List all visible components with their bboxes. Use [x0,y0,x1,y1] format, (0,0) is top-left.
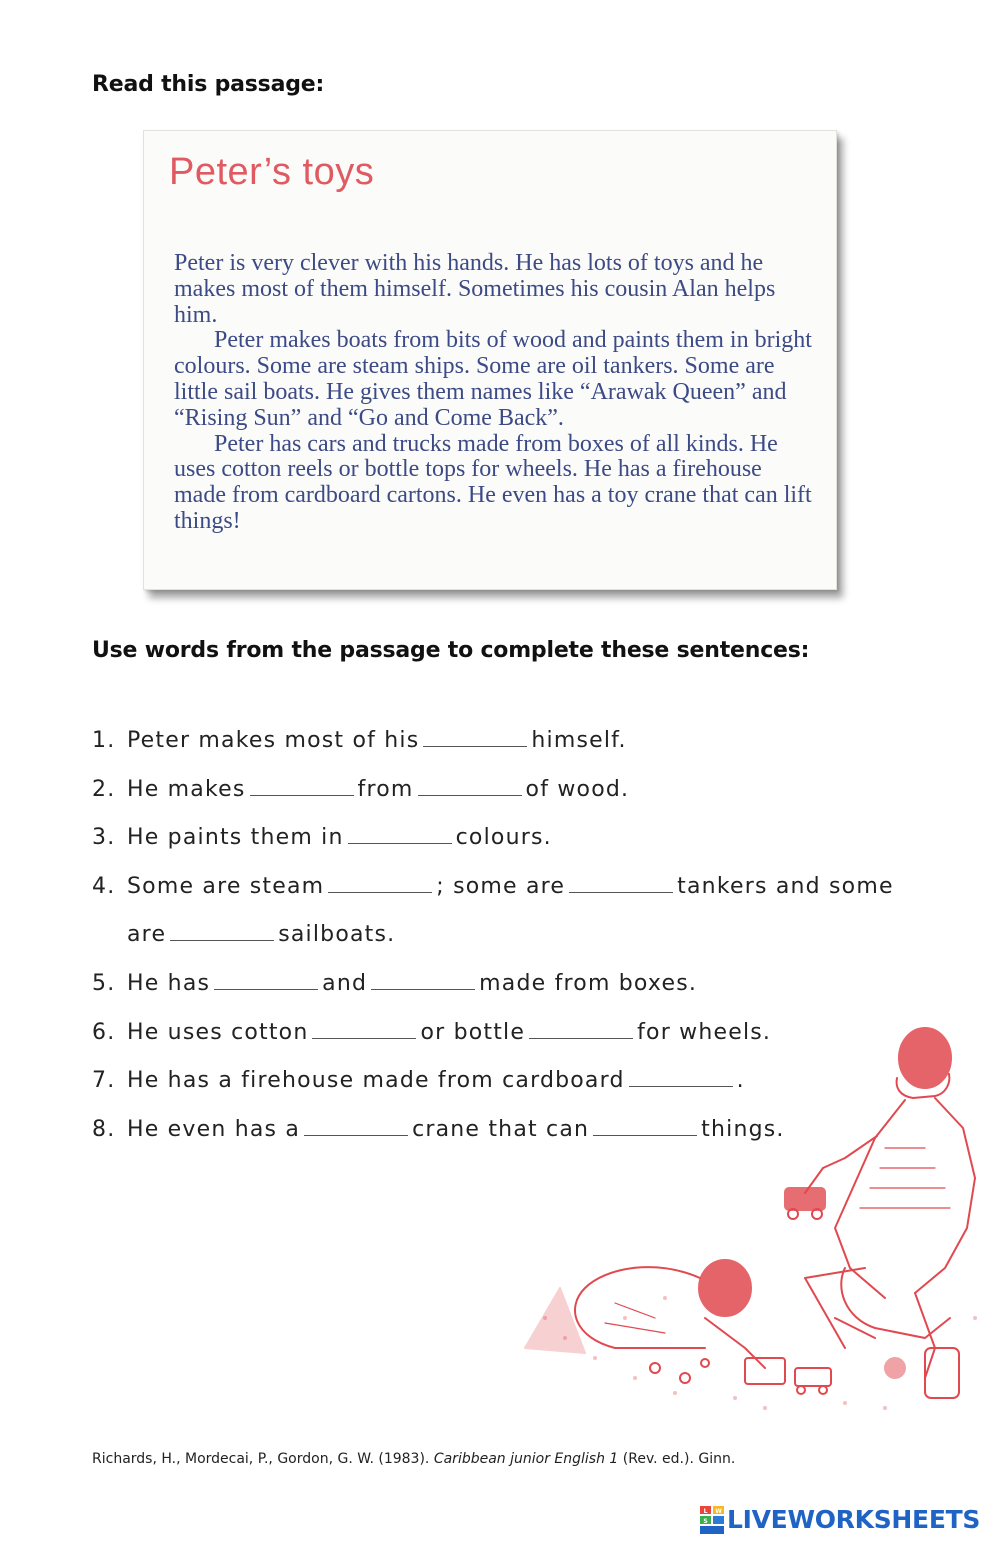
question-segment: or bottle [420,1019,526,1045]
question-number: 8. [92,1116,116,1142]
question-text [127,814,922,863]
question-text [127,766,922,815]
question-text [127,960,922,1009]
question-segment: ; some are [436,873,566,899]
question-segment: Some are steam [127,873,325,899]
question-segment: He has [127,970,211,996]
question-item [92,960,922,1009]
logo-letter: W [715,1507,722,1515]
question-segment: Peter makes most of his [127,728,420,753]
answer-blank[interactable] [214,971,318,990]
question-item [92,717,922,766]
passage-title: Peter’s toys [169,151,375,193]
answer-blank[interactable] [371,971,475,990]
question-number: 7. [92,1068,116,1094]
question-segment: for wheels. [637,1019,772,1045]
brand-name: LIVEWORKSHEETS [727,1505,981,1534]
answer-blank[interactable] [348,825,452,844]
question-segment: . [736,1068,745,1094]
question-number: 1. [92,728,116,753]
citation-edition: (Rev. ed.) [622,1451,690,1467]
question-segment: of wood. [525,776,630,802]
citation-title: Caribbean junior English 1 [433,1451,619,1467]
passage-card [143,130,837,590]
question-segment: sailboats. [278,922,396,948]
answer-blank[interactable] [418,777,522,796]
answer-blank[interactable] [312,1020,416,1039]
question-segment: made from boxes. [479,970,698,996]
answer-blank[interactable] [304,1117,408,1136]
instructions-heading: Use words from the passage to complete these sentences: [92,638,810,663]
question-segment: himself. [531,728,627,753]
question-item [92,863,922,960]
question-number: 6. [92,1019,116,1045]
question-segment: and [322,970,368,996]
read-passage-heading: Read this passage: [92,72,325,97]
question-segment: things. [701,1116,785,1142]
answer-blank[interactable] [328,874,432,893]
question-number: 2. [92,776,116,802]
question-number: 5. [92,970,116,996]
question-segment: He makes [127,776,246,802]
question-segment: He has a firehouse made from cardboard [127,1068,625,1094]
passage-paragraph: Peter has cars and trucks made from boxes of all kinds. He uses cotton reels or bottle tops for wheels. He has a firehouse made from cardboard cartons. He even has a toy crane that can lift things! [174,430,812,534]
answer-blank[interactable] [250,777,354,796]
answer-blank[interactable] [423,728,527,747]
question-item [92,766,922,815]
question-item [92,814,922,863]
logo-letter: S [703,1517,708,1525]
question-segment: from [357,776,414,802]
question-text [127,717,922,766]
citation [92,1451,735,1467]
logo-letter: L [703,1507,708,1515]
passage-paragraph: Peter makes boats from bits of wood and paints them in bright colours. Some are steam ships. Some are oil tankers. Some are little sail boats. He gives them names like “Arawak Queen” and “Rising Sun” and “Go and Come Back”. [174,327,812,431]
answer-blank[interactable] [569,874,673,893]
question-text [127,863,922,960]
question-segment: crane that can [412,1116,590,1142]
liveworksheets-brand [700,1505,980,1534]
passage-paragraph: Peter is very clever with his hands. He has lots of toys and he makes most of them himself. Sometimes his cousin Alan helps him. [174,250,776,328]
question-number: 4. [92,873,116,899]
citation-publisher: . Ginn. [689,1451,736,1467]
answer-blank[interactable] [170,922,274,941]
passage-body [174,251,814,535]
citation-authors: Richards, H., Mordecai, P., Gordon, G. W. (1983). [92,1451,430,1467]
question-segment: He even has a [127,1116,301,1142]
question-segment: colours. [455,825,552,851]
liveworksheets-logo-icon [700,1506,724,1534]
question-segment: He uses cotton [127,1019,309,1045]
question-segment: tankers and some are [127,873,894,948]
boys-playing-with-toys-illustration [505,1018,995,1428]
question-number: 3. [92,825,116,851]
question-segment: He paints them in [127,825,344,851]
